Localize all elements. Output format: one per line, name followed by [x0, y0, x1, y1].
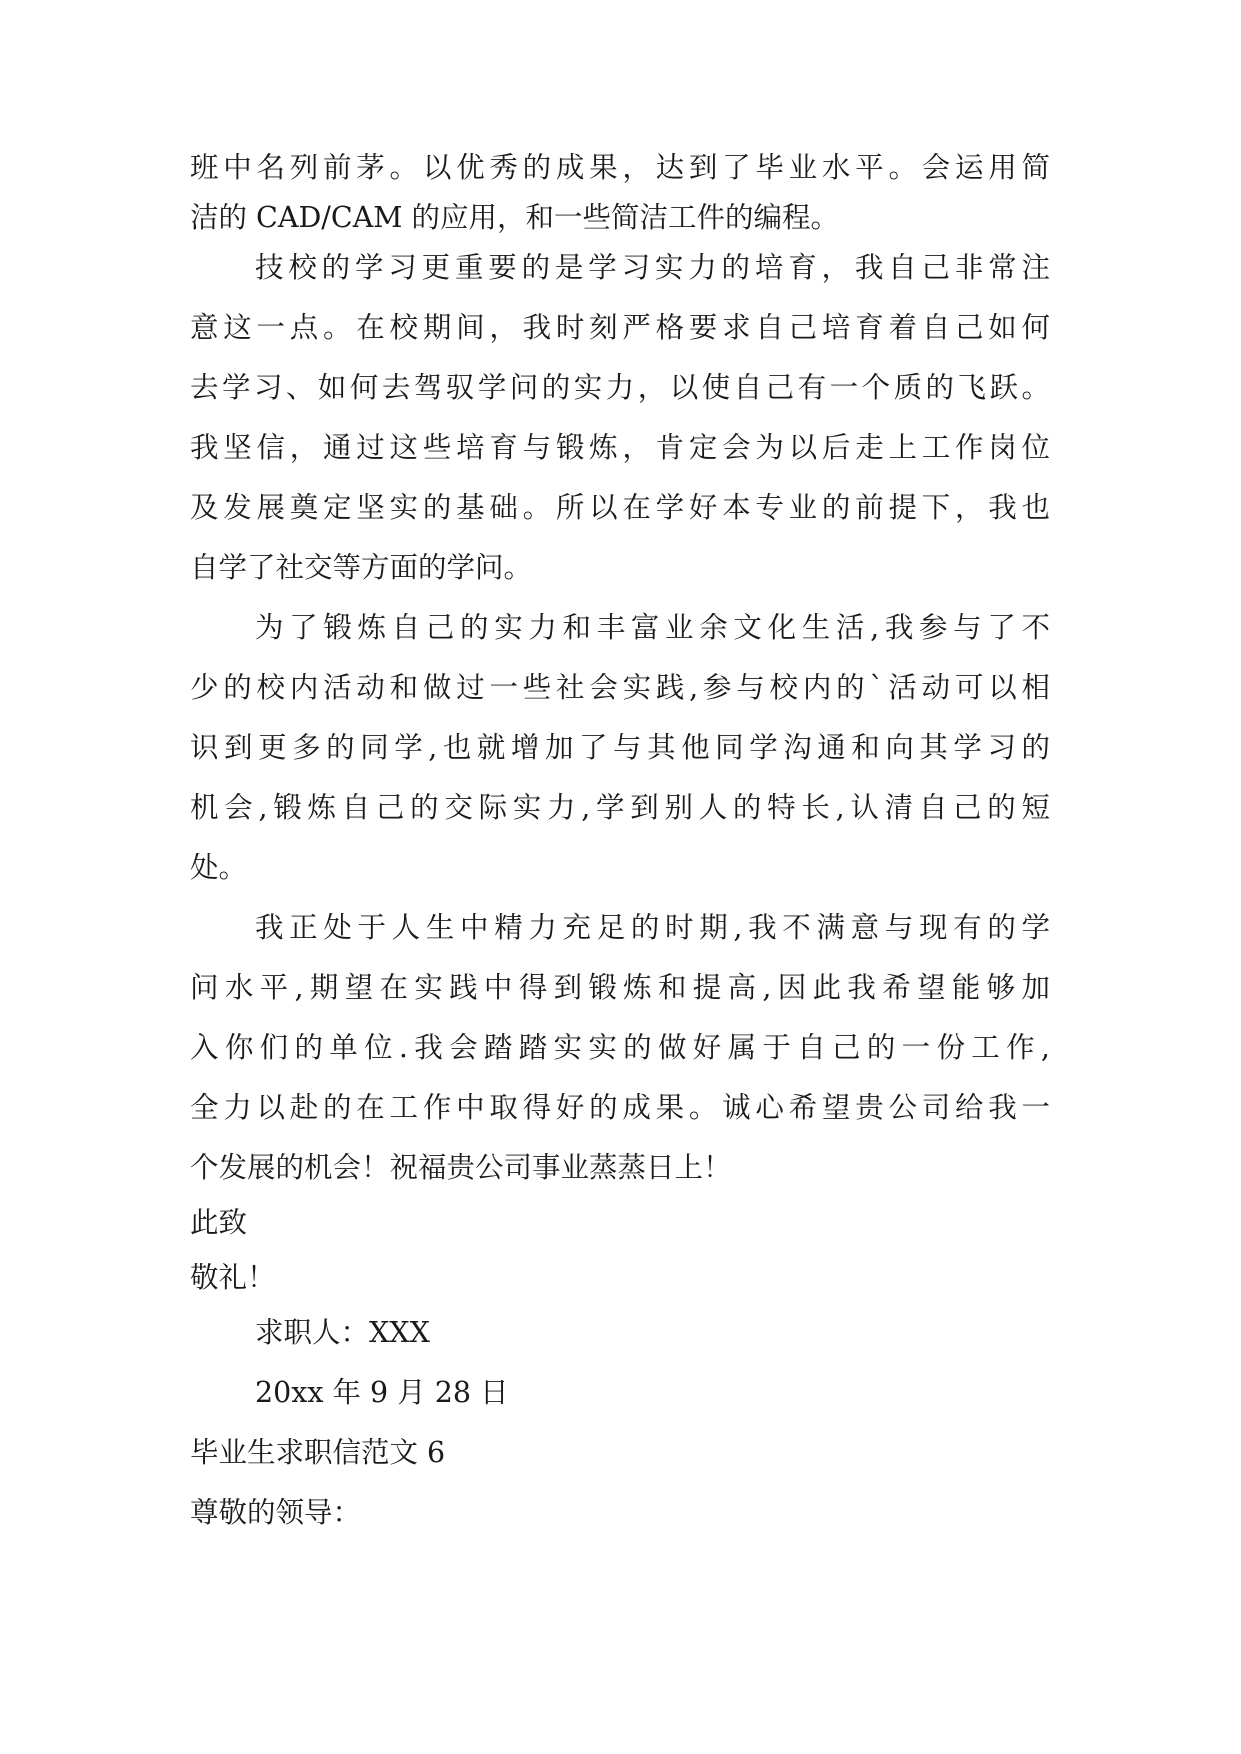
- section-title: 毕业生求职信范文 6: [190, 1436, 446, 1469]
- text-line: 意这一点。在校期间，我时刻严格要求自己培育着自己如何: [190, 311, 1050, 344]
- signature-date: 20xx 年 9 月 28 日: [255, 1376, 509, 1409]
- paragraph-first-line: 我正处于人生中精力充足的时期,我不满意与现有的学: [255, 911, 1050, 944]
- text-line: 少的校内活动和做过一些社会实践,参与校内的`活动可以相: [190, 671, 1050, 704]
- signature-applicant: 求职人：XXX: [255, 1316, 430, 1349]
- text-line: 我坚信，通过这些培育与锻炼，肯定会为以后走上工作岗位: [190, 431, 1050, 464]
- text-line: 识到更多的同学,也就增加了与其他同学沟通和向其学习的: [190, 731, 1050, 764]
- text-line: 全力以赴的在工作中取得好的成果。诚心希望贵公司给我一: [190, 1091, 1050, 1124]
- text-line: 去学习、如何去驾驭学问的实力，以使自己有一个质的飞跃。: [190, 371, 1050, 404]
- text-line: 洁的 CAD/CAM 的应用，和一些简洁工件的编程。: [190, 201, 840, 234]
- text-line: 机会,锻炼自己的交际实力,学到别人的特长,认清自己的短: [190, 791, 1050, 824]
- text-line: 入你们的单位.我会踏踏实实的做好属于自己的一份工作,: [190, 1031, 1050, 1064]
- text-line: 个发展的机会！祝福贵公司事业蒸蒸日上！: [190, 1151, 732, 1184]
- paragraph-first-line: 技校的学习更重要的是学习实力的培育，我自己非常注: [255, 251, 1050, 284]
- text-line: 自学了社交等方面的学问。: [190, 551, 533, 584]
- text-line: 班中名列前茅。以优秀的成果，达到了毕业水平。会运用简: [190, 151, 1050, 184]
- text-line: 处。: [190, 851, 248, 884]
- closing-respect: 敬礼！: [190, 1261, 276, 1294]
- closing-salutation: 此致: [190, 1206, 248, 1239]
- greeting: 尊敬的领导：: [190, 1496, 362, 1529]
- text-line: 及发展奠定坚实的基础。所以在学好本专业的前提下，我也: [190, 491, 1050, 524]
- text-line: 问水平,期望在实践中得到锻炼和提高,因此我希望能够加: [190, 971, 1050, 1004]
- paragraph-first-line: 为了锻炼自己的实力和丰富业余文化生活,我参与了不: [255, 611, 1050, 644]
